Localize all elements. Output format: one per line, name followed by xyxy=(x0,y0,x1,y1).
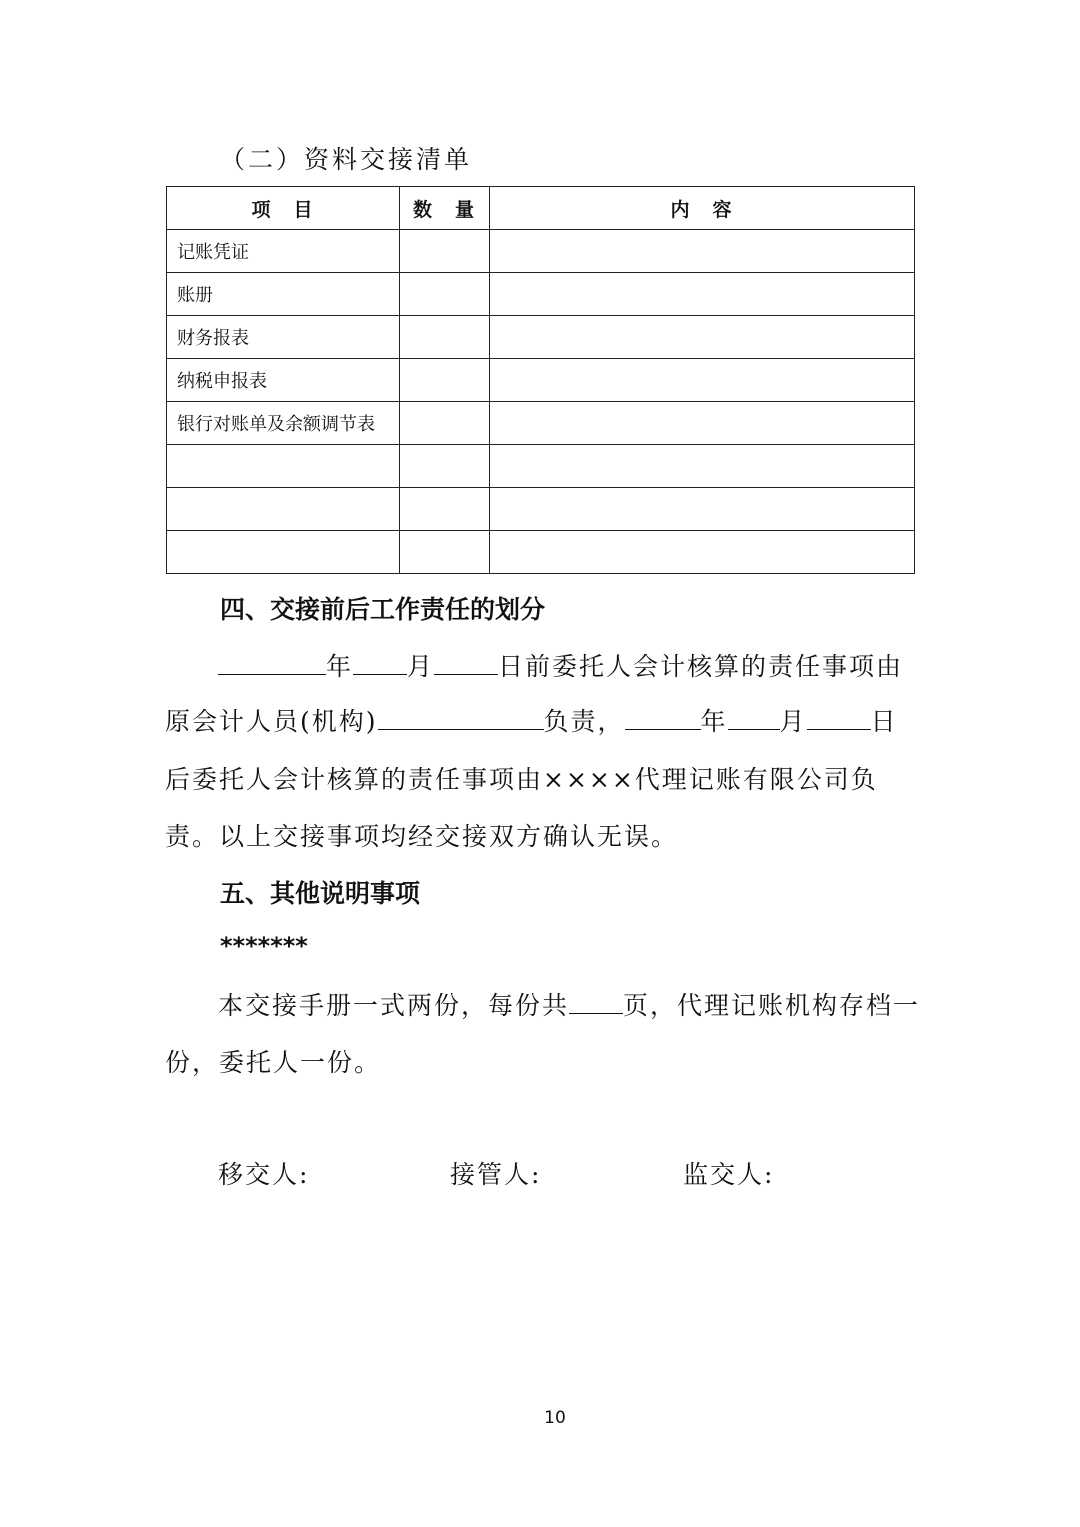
row-content xyxy=(490,230,915,273)
row-quantity xyxy=(400,316,490,359)
section-4-line-3: 后委托人会计核算的责任事项由××××代理记账有限公司负 xyxy=(165,765,878,794)
table-header-row xyxy=(167,187,915,230)
table-row xyxy=(167,359,915,402)
row-item xyxy=(167,445,400,488)
row-quantity xyxy=(400,445,490,488)
list-heading: （二）资料交接清单 xyxy=(220,145,473,174)
blank-day xyxy=(434,650,498,675)
blank-month xyxy=(353,650,407,675)
row-item: 账册 xyxy=(167,273,400,316)
row-item xyxy=(167,531,400,574)
blank-year-2 xyxy=(625,705,701,730)
row-content xyxy=(490,531,915,574)
row-content xyxy=(490,488,915,531)
copies-text: 本交接手册一式两份，每份共 xyxy=(218,991,570,1020)
row-quantity xyxy=(400,402,490,445)
day-label-2: 日 xyxy=(870,707,898,736)
year-label: 年 xyxy=(326,652,354,681)
original-accountant-label: 原会计人员(机构) xyxy=(165,707,378,736)
header-content: 内 容 xyxy=(490,187,915,230)
blank-month-2 xyxy=(728,705,780,730)
table-row xyxy=(167,531,915,574)
table-row xyxy=(167,445,915,488)
row-content xyxy=(490,402,915,445)
section-5-para-line-2: 份，委托人一份。 xyxy=(165,1048,382,1077)
blank-day-2 xyxy=(807,705,871,730)
blank-year xyxy=(218,650,326,675)
row-quantity xyxy=(400,359,490,402)
row-item: 记账凭证 xyxy=(167,230,400,273)
section-4-line-1 xyxy=(218,647,903,683)
table-row xyxy=(167,402,915,445)
row-item: 银行对账单及余额调节表 xyxy=(167,402,400,445)
row-content xyxy=(490,359,915,402)
year-label-2: 年 xyxy=(700,707,728,736)
section-5-title: 五、其他说明事项 xyxy=(220,879,421,908)
table-row xyxy=(167,230,915,273)
section-4-title: 四、交接前后工作责任的划分 xyxy=(220,595,546,624)
blank-pages xyxy=(569,989,623,1014)
row-quantity xyxy=(400,531,490,574)
handover-table xyxy=(166,186,915,574)
placeholder-stars: ******* xyxy=(220,932,308,960)
receiver-label: 接管人: xyxy=(450,1160,542,1189)
page-number: 10 xyxy=(544,1408,566,1428)
responsible-label: 负责， xyxy=(543,707,625,736)
row-content xyxy=(490,316,915,359)
archive-text: 页，代理记账机构存档一 xyxy=(623,991,921,1020)
section-4-line-2 xyxy=(165,702,898,738)
row-quantity xyxy=(400,488,490,531)
table-row xyxy=(167,316,915,359)
header-quantity: 数 量 xyxy=(400,187,490,230)
row-item xyxy=(167,488,400,531)
month-label: 月 xyxy=(407,652,435,681)
blank-original-accountant xyxy=(378,705,544,730)
row-item: 纳税申报表 xyxy=(167,359,400,402)
day-text: 日前委托人会计核算的责任事项由 xyxy=(498,652,904,681)
row-quantity xyxy=(400,273,490,316)
row-content xyxy=(490,273,915,316)
table-row xyxy=(167,273,915,316)
section-4-line-4: 责。以上交接事项均经交接双方确认无误。 xyxy=(165,822,679,851)
transferor-label: 移交人: xyxy=(218,1160,310,1189)
section-5-para-line-1 xyxy=(218,986,920,1022)
month-label-2: 月 xyxy=(779,707,807,736)
row-item: 财务报表 xyxy=(167,316,400,359)
supervisor-label: 监交人: xyxy=(683,1160,775,1189)
row-quantity xyxy=(400,230,490,273)
row-content xyxy=(490,445,915,488)
header-item: 项 目 xyxy=(167,187,400,230)
table-row xyxy=(167,488,915,531)
